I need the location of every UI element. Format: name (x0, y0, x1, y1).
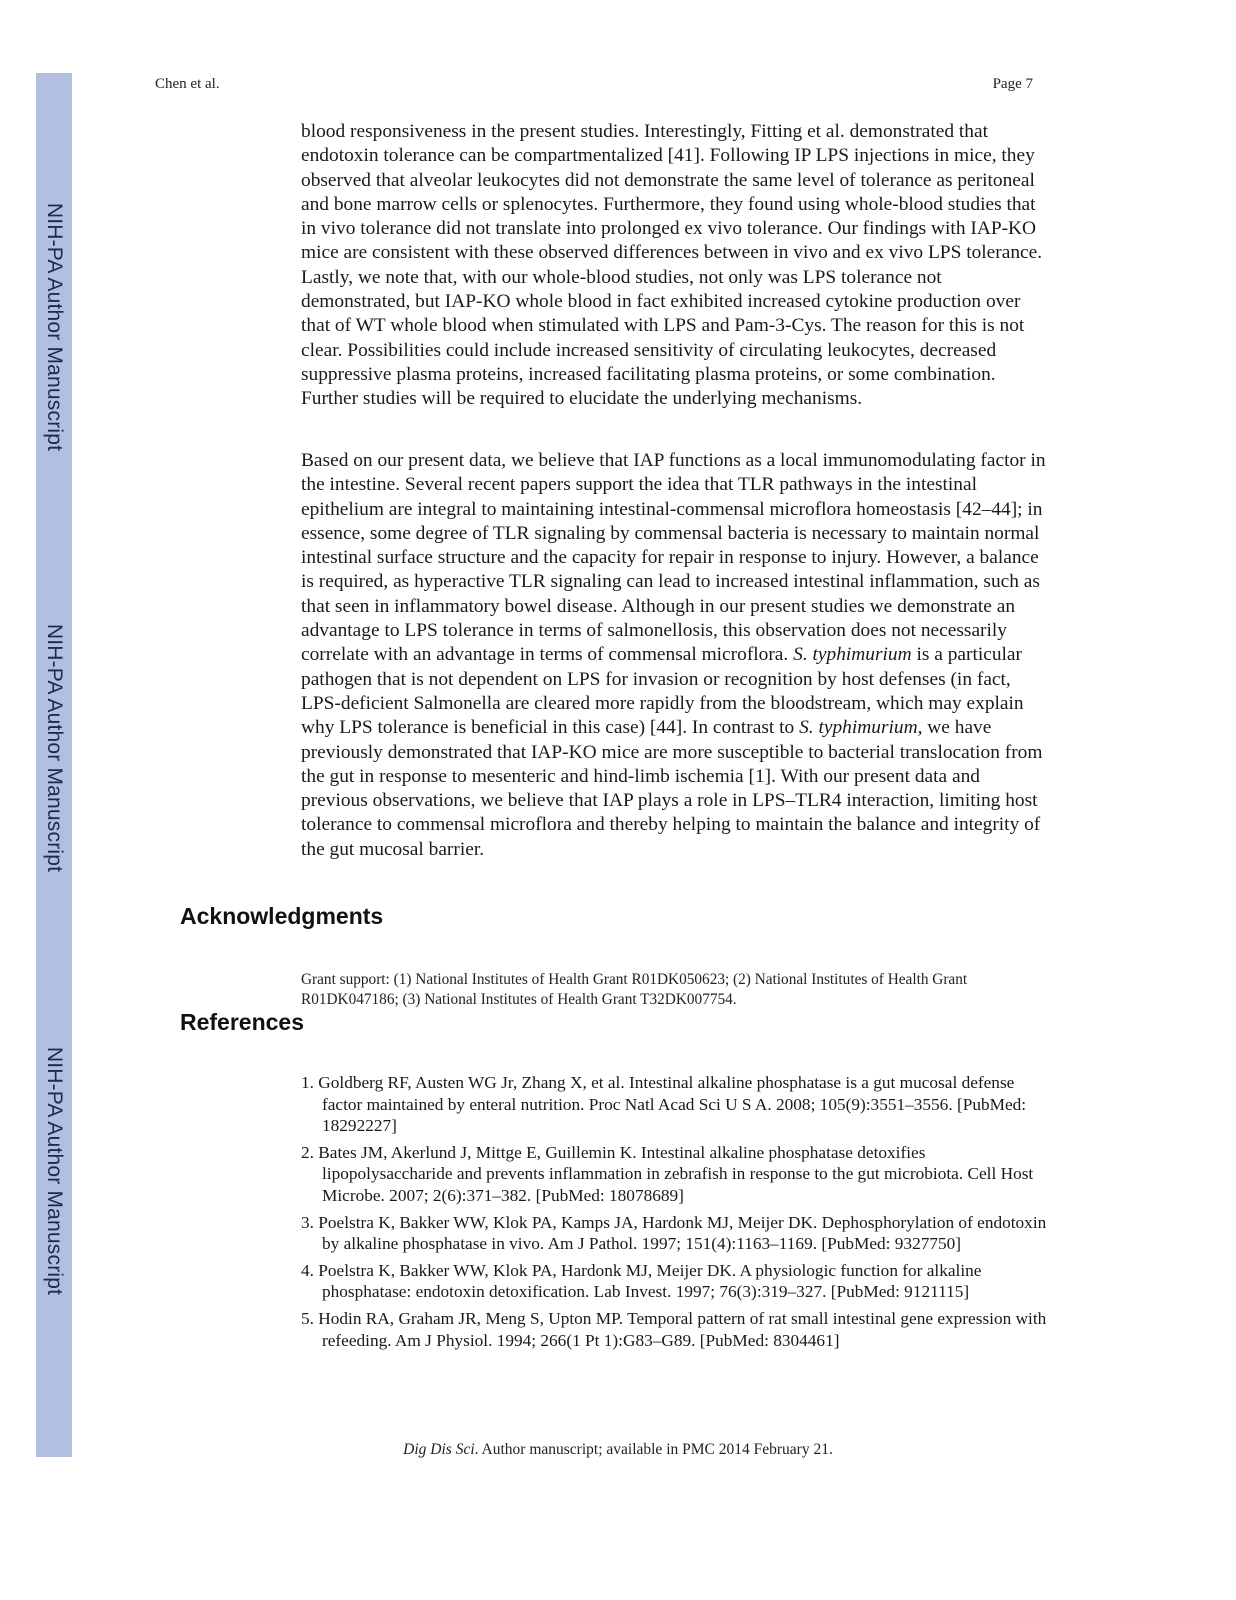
reference-item: 5. Hodin RA, Graham JR, Meng S, Upton MP. Temporal pattern of rat small intestinal gene expression with refeeding. Am J Physiol. 1994; 266(1 Pt 1):G83–G89. [PubMed: 8304461] (301, 1308, 1047, 1350)
paragraph-segment: we have previously demonstrated that IAP-KO mice are more susceptible to bacterial translocation from the gut in response to mesenteric and hind-limb ischemia [1]. With our present data and previous observations, we believe that IAP plays a role in LPS–TLR4 interaction, limiting host tolerance to commensal microflora and thereby helping to maintain the balance and integrity of the gut mucosal barrier. (301, 717, 1043, 860)
paragraph-segment: is a particular pathogen that is not dependent on LPS for invasion or recognition by host defenses (in fact, LPS-deficient Salmonella are cleared more rapidly from the bloodstream, which may explain why LPS tolerance is beneficial in this case) [44]. In contrast to (301, 644, 1024, 739)
running-head-authors: Chen et al. (155, 76, 220, 92)
species-italic: S. typhimurium, (799, 717, 923, 739)
paragraph-segment: Based on our present data, we believe that IAP functions as a local immunomodulating factor in the intestine. Several recent papers support the idea that TLR pathways in the intestinal epithelium are integral to maintaining intestinal-commensal microflora homeostasis [42–44]; in essence, some degree of TLR signaling by commensal bacteria is necessary to maintain normal intestinal surface structure and the capacity for repair in response to injury. However, a balance is required, as hyperactive TLR signaling can lead to increased intestinal inflammation, such as that seen in inflammatory bowel disease. Although in our present studies we demonstrate an advantage to LPS tolerance in terms of salmonellosis, this observation does not necessarily correlate with an advantage in terms of commensal microflora. (301, 450, 1046, 666)
reference-item: 3. Poelstra K, Bakker WW, Klok PA, Kamps JA, Hardonk MJ, Meijer DK. Dephosphorylation of endotoxin by alkaline phosphatase in vivo. Am J Pathol. 1997; 151(4):1163–1169. [PubMed: 9327750] (301, 1212, 1047, 1254)
footer-journal: Dig Dis Sci (403, 1441, 475, 1458)
acknowledgments-heading: Acknowledgments (180, 903, 384, 929)
body-paragraph-2 (301, 449, 1046, 862)
references-heading: References (180, 1009, 305, 1035)
footer-text: . Author manuscript; available in PMC 2014 February 21. (474, 1441, 833, 1458)
paragraph-text: blood responsiveness in the present studies. Interestingly, Fitting et al. demonstrated that endotoxin tolerance can be compartmentalized [41]. Following IP LPS injections in mice, they observed that alveolar leukocytes did not demonstrate the same level of tolerance as peritoneal and bone marrow cells or splenocytes. Furthermore, they found using whole-blood studies that in vivo tolerance did not translate into prolonged ex vivo tolerance. Our findings with IAP-KO mice are consistent with these observed differences between in vivo and ex vivo LPS tolerance. Lastly, we note that, with our whole-blood studies, not only was LPS tolerance not demonstrated, but IAP-KO whole blood in fact exhibited increased cytokine production over that of WT whole blood when stimulated with LPS and Pam-3-Cys. The reason for this is not clear. Possibilities could include increased sensitivity of circulating leukocytes, decreased suppressive plasma proteins, increased facilitating plasma proteins, or some combination. Further studies will be required to elucidate the underlying mechanisms. (301, 121, 1043, 410)
species-italic: S. typhimurium (793, 644, 912, 666)
page-number: Page 7 (992, 76, 1033, 92)
reference-item: 4. Poelstra K, Bakker WW, Klok PA, Hardonk MJ, Meijer DK. A physiologic function for alkaline phosphatase: endotoxin detoxification. Lab Invest. 1997; 76(3):319–327. [PubMed: 9121115] (301, 1260, 982, 1302)
paragraph-text (301, 449, 1046, 862)
reference-item: 1. Goldberg RF, Austen WG Jr, Zhang X, et al. Intestinal alkaline phosphatase is a gut mucosal defense factor maintained by enteral nutrition. Proc Natl Acad Sci U S A. 2008; 105(9):3551–3556. [PubMed: 18292227] (301, 1073, 1027, 1136)
reference-list (301, 1072, 1051, 1356)
acknowledgments-text: Grant support: (1) National Institutes of Health Grant R01DK050623; (2) National Institutes of Health Grant R01DK047186; (3) National Institutes of Health Grant T32DK007754. (301, 971, 968, 1008)
page-footer (0, 1441, 1236, 1459)
reference-item: 2. Bates JM, Akerlund J, Mittge E, Guillemin K. Intestinal alkaline phosphatase detoxifies lipopolysaccharide and prevents inflammation in zebrafish in response to the gut microbiota. Cell Host Microbe. 2007; 2(6):371–382. [PubMed: 18078689] (301, 1142, 1034, 1205)
body-paragraph-1 (301, 120, 1046, 412)
